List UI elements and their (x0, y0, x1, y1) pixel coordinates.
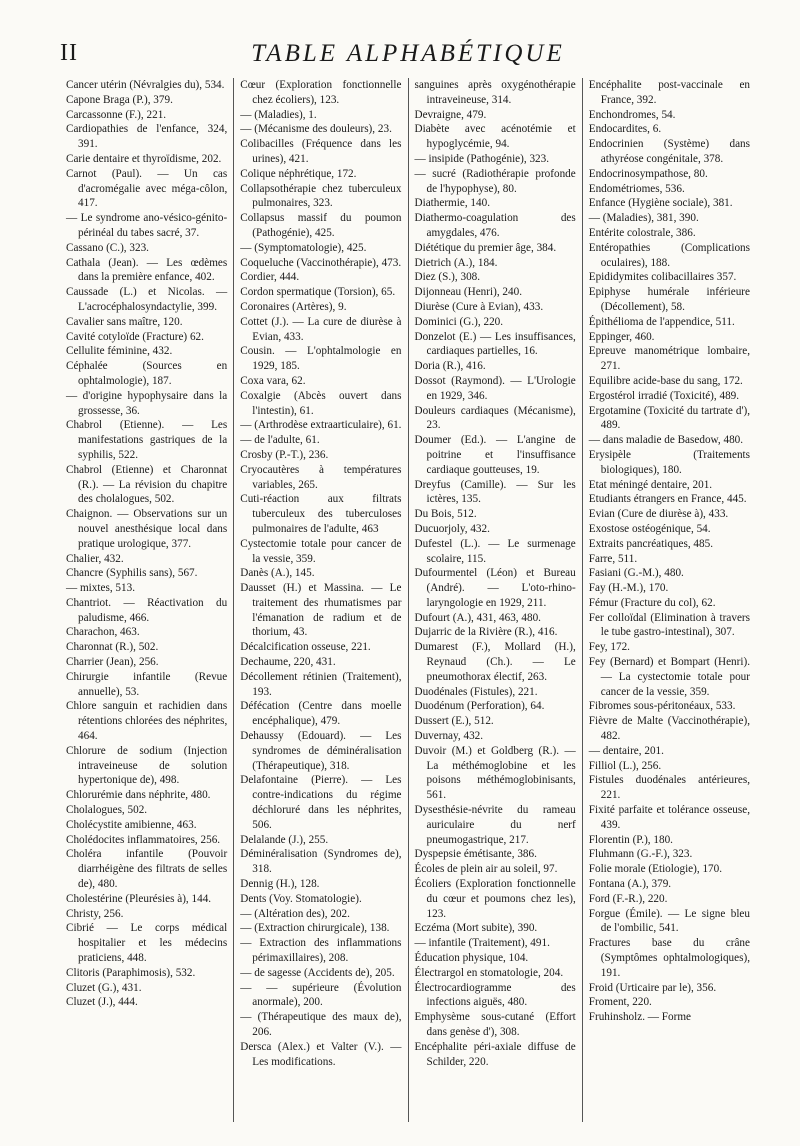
index-entry: — infantile (Traitement), 491. (414, 937, 550, 950)
index-entry: Donzelot (E.) — Les insuffisances, cardiaques partielles, 16. (414, 330, 576, 358)
index-entry: Cellulite féminine, 432. (66, 345, 173, 358)
index-entry: — (Maladies), 1. (240, 108, 317, 121)
index-entry: Fey (Bernard) et Bompart (Henri). — La cystectomie totale pour cancer de la vessie, 359. (588, 656, 750, 698)
index-entry: — (Extraction chirurgicale), 138. (240, 922, 390, 935)
index-entry: Capone Braga (P.), 379. (66, 93, 173, 106)
index-entry: Fey, 172. (588, 641, 630, 654)
index-entry: — — supérieure (Évolution anormale), 200. (240, 981, 402, 1009)
index-entry: Cancer utérin (Névralgies du), 534. (66, 79, 225, 91)
index-entry: Fruhinsholz. — Forme (588, 1011, 691, 1024)
index-entry: Epididymites colibacillaires 357. (588, 271, 737, 284)
index-entry: — de sagesse (Accidents de), 205. (240, 966, 395, 979)
index-entry: — d'origine hypophysaire dans la grossesse, 36. (66, 389, 228, 417)
index-entry: Epreuve manométrique lombaire, 271. (588, 345, 750, 373)
index-entry: Choléra infantile (Pouvoir diarrhéigène des filtrats de selles de), 480. (66, 848, 228, 891)
index-entry: Ergostérol irradié (Toxicité), 489. (588, 389, 740, 402)
index-entry: Dehaussy (Edouard). — Les syndromes de déminéralisation (Thérapeutique), 318. (240, 730, 402, 772)
index-entry: Dyspepsie émétisante, 386. (414, 848, 537, 861)
index-entry: Cholestérine (Pleurésies à), 144. (66, 892, 212, 905)
index-entry: Froment, 220. (588, 996, 652, 1009)
index-entry: Diathermie, 140. (414, 197, 490, 210)
index-entry: Entérite colostrale, 386. (588, 226, 696, 239)
index-entry: Charachon, 463. (66, 626, 140, 639)
index-entry: Dietrich (A.), 184. (414, 256, 498, 269)
index-entry: Entéropathies (Complications oculaires), 188. (588, 241, 750, 269)
index-entry: Collapsothérapie chez tuberculeux pulmonaires, 323. (240, 182, 402, 210)
index-entry: Duvernay, 432. (414, 730, 484, 743)
index-entry: Charonnat (R.), 502. (66, 641, 159, 654)
index-entry: Encéphalite post-vaccinale en France, 392. (588, 79, 750, 106)
index-entry: Chlorure de sodium (Injection intraveineuse de solution hypertonique de), 498. (66, 744, 228, 787)
index-entry: Enfance (Hygiène sociale), 381. (588, 197, 733, 210)
index-entry: Caussade (L.) et Nicolas. — L'acrocéphalosyndactylie, 399. (66, 286, 228, 313)
index-entry: Collapsus massif du poumon (Pathogénie), 425. (240, 212, 402, 239)
index-entry: Dersca (Alex.) et Valter (V.). — Les modifications. (240, 1040, 402, 1068)
index-entry: Enchondromes, 54. (588, 108, 676, 121)
index-entry: Fixité parfaite et tolérance osseuse, 439. (588, 804, 750, 831)
index-entry: — (Arthrodèse extraarticulaire), 61. (240, 419, 402, 432)
index-entry: — (Maladies), 381, 390. (588, 212, 699, 225)
index-entry: Doria (R.), 416. (414, 360, 486, 373)
index-entry: Chabrol (Etienne) et Charonnat (R.). — La révision du chapitre des cholalogues, 502. (66, 463, 228, 506)
page-header (60, 36, 756, 76)
index-entry: Evian (Cure de diurèse à), 433. (588, 508, 729, 521)
index-entry: Extraits pancréatiques, 485. (588, 537, 714, 550)
index-entry: Duodénum (Perforation), 64. (414, 700, 545, 713)
index-columns (60, 78, 756, 1122)
index-entry: Chirurgie infantile (Revue annuelle), 53. (66, 670, 228, 698)
index-entry: Dysesthésie-névrite du rameau auriculaire du nerf pneumogastrique, 217. (414, 804, 576, 846)
index-entry: Cryocautères à températures variables, 265. (240, 463, 402, 491)
index-entry: Colibacilles (Fréquence dans les urines), 421. (240, 138, 402, 165)
index-entry: Diabète avec acénotémie et hypoglycémie, 94. (414, 123, 576, 151)
index-entry: Cluzet (J.), 444. (66, 996, 138, 1009)
index-entry: Danès (A.), 145. (240, 567, 315, 580)
index-entry: — (Symptomatologie), 425. (240, 241, 367, 254)
index-entry: Dufourmentel (Léon) et Bureau (André). — L'oto-rhino-laryngologie en 1929, 211. (414, 567, 576, 609)
index-entry: — dentaire, 201. (588, 744, 664, 757)
index-entry: Chlorurémie dans néphrite, 480. (66, 789, 211, 802)
index-entry: Cavalier sans maître, 120. (66, 315, 183, 328)
index-entry: Cordier, 444. (240, 271, 300, 284)
index-entry: Clitoris (Paraphimosis), 532. (66, 966, 196, 979)
index-entry: Cardiopathies de l'enfance, 324, 391. (66, 123, 228, 151)
index-entry: Coxa vara, 62. (240, 374, 306, 387)
index-entry: Dijonneau (Henri), 240. (414, 286, 522, 299)
index-entry: Fay (H.-M.), 170. (588, 582, 669, 595)
index-entry: Céphalée (Sources en ophtalmologie), 187. (66, 360, 228, 387)
index-entry: Endocrinien (Système) dans athyréose congénitale, 378. (588, 138, 750, 165)
index-entry: Duodénales (Fistules), 221. (414, 685, 538, 698)
index-entry: Cottet (J.). — La cure de diurèse à Evian, 433. (240, 315, 402, 343)
index-entry: Diathermo-coagulation des amygdales, 476. (414, 212, 576, 239)
index-entry: — sucré (Radiothérapie profonde de l'hypophyse), 80. (414, 167, 576, 195)
index-entry: Crosby (P.-T.), 236. (240, 448, 329, 461)
index-entry: Cuti-réaction aux filtrats tuberculeux des tuberculoses pulmonaires de l'adulte, 463 (240, 493, 402, 535)
index-entry: Cholécystite amibienne, 463. (66, 818, 197, 831)
index-entry: Diurèse (Cure à Evian), 433. (414, 300, 544, 313)
index-entry: Cluzet (G.), 431. (66, 981, 142, 994)
index-entry: Dechaume, 220, 431. (240, 656, 336, 669)
index-entry: Cibrié — Le corps médical hospitalier et les médecins praticiens, 448. (66, 922, 228, 965)
index-entry: — (Thérapeutique des maux de), 206. (240, 1011, 402, 1038)
index-entry: Duvoir (M.) et Goldberg (R.). — La méthémoglobine et les poisons méthémoglobinisants, 561. (414, 744, 576, 802)
index-entry: — (Altération des), 202. (240, 907, 350, 920)
index-entry: Exostose ostéogénique, 54. (588, 522, 711, 535)
index-entry: Fasiani (G.-M.), 480. (588, 567, 684, 580)
index-entry: Coronaires (Artères), 9. (240, 300, 347, 313)
index-entry: Devraigne, 479. (414, 108, 487, 121)
index-entry: Eppinger, 460. (588, 330, 655, 343)
index-entry: Cassano (C.), 323. (66, 241, 149, 254)
index-entry: Carie dentaire et thyroïdisme, 202. (66, 152, 222, 165)
index-entry: — dans maladie de Basedow, 480. (588, 434, 744, 447)
index-entry: Farre, 511. (588, 552, 638, 565)
index-entry: Coqueluche (Vaccinothérapie), 473. (240, 256, 402, 269)
index-entry: — Extraction des inflammations périmaxillaires), 208. (240, 937, 402, 965)
index-entry: sanguines après oxygénothérapie intraveineuse, 314. (414, 79, 576, 106)
index-entry: Fluhmann (G.-F.), 323. (588, 848, 693, 861)
index-entry: Fistules duodénales antérieures, 221. (588, 774, 750, 802)
index-entry: Chlore sanguin et rachidien dans rétentions chlorées des néphrites, 464. (66, 700, 228, 743)
page-number: II (60, 40, 78, 66)
index-entry: Ducuorjoly, 432. (414, 522, 490, 535)
index-entry: Dujarric de la Rivière (R.), 416. (414, 626, 558, 639)
index-column-4 (582, 78, 756, 1122)
index-entry: Déminéralisation (Syndromes de), 318. (240, 848, 402, 876)
index-entry: Chantriot. — Réactivation du paludisme, 466. (66, 596, 228, 624)
index-entry: — insipide (Pathogénie), 323. (414, 152, 550, 165)
index-entry: Fièvre de Malte (Vaccinothérapie), 482. (588, 715, 750, 743)
index-entry: Cœur (Exploration fonctionnelle chez écoliers), 123. (240, 79, 402, 106)
index-entry: Cousin. — L'ophtalmologie en 1929, 185. (240, 345, 402, 373)
index-entry: — Le syndrome ano-vésico-génito-périnéal du tabes sacré, 37. (66, 212, 228, 239)
index-entry: Delalande (J.), 255. (240, 833, 329, 846)
index-entry: Colique néphrétique, 172. (240, 167, 357, 180)
index-entry: Forgue (Émile). — Le signe bleu de l'ombilic, 541. (588, 907, 750, 935)
index-entry: Chaignon. — Observations sur un nouvel anesthésique local dans pratique urologique, 377. (66, 508, 228, 550)
index-entry: Électrargol en stomatologie, 204. (414, 966, 564, 979)
index-entry: Épithélioma de l'appendice, 511. (588, 315, 735, 328)
index-entry: Dausset (H.) et Massina. — Le traitement des rhumatismes par l'émanation de radium et de thorium, 43. (240, 582, 402, 639)
index-entry: Dents (Voy. Stomatologie). (240, 892, 362, 905)
index-entry: Décalcification osseuse, 221. (240, 641, 371, 654)
index-entry: Chabrol (Etienne). — Les manifestations gastriques de la syphilis, 522. (66, 419, 228, 461)
index-entry: Fontana (A.), 379. (588, 878, 672, 891)
index-entry: Du Bois, 512. (414, 508, 477, 521)
index-entry: Froid (Urticaire par le), 356. (588, 981, 717, 994)
index-entry: Dufestel (L.). — Le surmenage scolaire, 115. (414, 537, 576, 565)
index-entry: Delafontaine (Pierre). — Les contre-indications du régime déchloruré dans les néphrites, 506. (240, 774, 402, 831)
running-title: TABLE ALPHABÉTIQUE (251, 40, 565, 67)
index-entry: Florentin (P.), 180. (588, 833, 673, 846)
index-entry: Filliol (L.), 256. (588, 759, 662, 772)
index-entry: Écoliers (Exploration fonctionnelle du cœur et poumons chez les), 123. (414, 878, 576, 920)
index-entry: Chancre (Syphilis sans), 567. (66, 567, 198, 580)
index-entry: Emphysème sous-cutané (Effort dans genèse d'), 308. (414, 1011, 576, 1038)
index-entry: Dussert (E.), 512. (414, 715, 494, 728)
index-entry: Éducation physique, 104. (414, 952, 529, 965)
index-entry: Folie morale (Etiologie), 170. (588, 863, 723, 876)
index-entry: Diététique du premier âge, 384. (414, 241, 557, 254)
index-entry: Carnot (Paul). — Un cas d'acromégalie avec méga-côlon, 417. (66, 167, 228, 210)
index-entry: Ford (F.-R.), 220. (588, 892, 668, 905)
index-column-2 (233, 78, 407, 1122)
index-entry: Cathala (Jean). — Les œdèmes dans la première enfance, 402. (66, 256, 228, 284)
index-entry: Défécation (Centre dans moelle encéphalique), 479. (240, 700, 402, 728)
index-entry: Endométriomes, 536. (588, 182, 685, 195)
index-entry: Endocardites, 6. (588, 123, 662, 136)
index-entry: Erysipèle (Traitements biologiques), 180. (588, 448, 750, 476)
index-entry: Fractures base du crâne (Symptômes ophtalmologiques), 191. (588, 937, 750, 979)
index-entry: Coxalgie (Abcès ouvert dans l'intestin), 61. (240, 389, 402, 417)
index-entry: Etat méningé dentaire, 201. (588, 478, 713, 491)
index-entry: Encéphalite péri-axiale diffuse de Schilder, 220. (414, 1040, 576, 1068)
index-column-1 (60, 78, 233, 1122)
index-entry: Cholalogues, 502. (66, 804, 148, 817)
index-entry: Fibromes sous-péritonéaux, 533. (588, 700, 736, 713)
index-entry: — mixtes, 513. (66, 582, 135, 595)
index-entry: Equilibre acide-base du sang, 172. (588, 374, 743, 387)
index-entry: Etudiants étrangers en France, 445. (588, 493, 747, 506)
index-entry: — (Mécanisme des douleurs), 23. (240, 123, 392, 136)
index-entry: Fémur (Fracture du col), 62. (588, 596, 716, 609)
index-entry: Dominici (G.), 220. (414, 315, 504, 328)
index-entry: Écoles de plein air au soleil, 97. (414, 863, 558, 876)
index-column-3 (408, 78, 582, 1122)
index-entry: Christy, 256. (66, 907, 124, 920)
index-entry: Fer colloïdal (Elimination à travers le tube gastro-intestinal), 307. (588, 611, 750, 639)
index-entry: Dreyfus (Camille). — Sur les ictères, 135. (414, 478, 576, 506)
index-entry: — de l'adulte, 61. (240, 434, 320, 447)
index-entry: Ergotamine (Toxicité du tartrate d'), 489. (588, 404, 750, 432)
index-entry: Dennig (H.), 128. (240, 878, 320, 891)
index-entry: Électrocardiogramme des infections aiguës, 480. (414, 981, 576, 1009)
index-entry: Cavité cotyloïde (Fracture) 62. (66, 330, 204, 343)
index-entry: Carcassonne (F.), 221. (66, 108, 167, 121)
index-entry: Doumer (Ed.). — L'angine de poitrine et l'insuffisance cardiaque goutteuses, 19. (414, 434, 576, 476)
index-entry: Dumarest (F.), Mollard (H.), Reynaud (Ch.). — Le pneumothorax électif, 263. (414, 641, 576, 683)
index-entry: Eczéma (Mort subite), 390. (414, 922, 538, 935)
index-entry: Diez (S.), 308. (414, 271, 481, 284)
index-entry: Epiphyse humérale inférieure (Décollement), 58. (588, 286, 750, 313)
index-entry: Douleurs cardiaques (Mécanisme), 23. (414, 404, 576, 432)
index-entry: Charrier (Jean), 256. (66, 656, 159, 669)
index-entry: Cordon spermatique (Torsion), 65. (240, 286, 396, 299)
index-entry: Cystectomie totale pour cancer de la vessie, 359. (240, 537, 402, 565)
index-entry: Chalier, 432. (66, 552, 124, 565)
index-entry: Dossot (Raymond). — L'Urologie en 1929, 346. (414, 374, 576, 402)
index-entry: Décollement rétinien (Traitement), 193. (240, 670, 402, 698)
index-entry: Dufourt (A.), 431, 463, 480. (414, 611, 541, 624)
index-entry: Endocrinosympathose, 80. (588, 167, 708, 180)
index-entry: Cholédocites inflammatoires, 256. (66, 833, 221, 846)
